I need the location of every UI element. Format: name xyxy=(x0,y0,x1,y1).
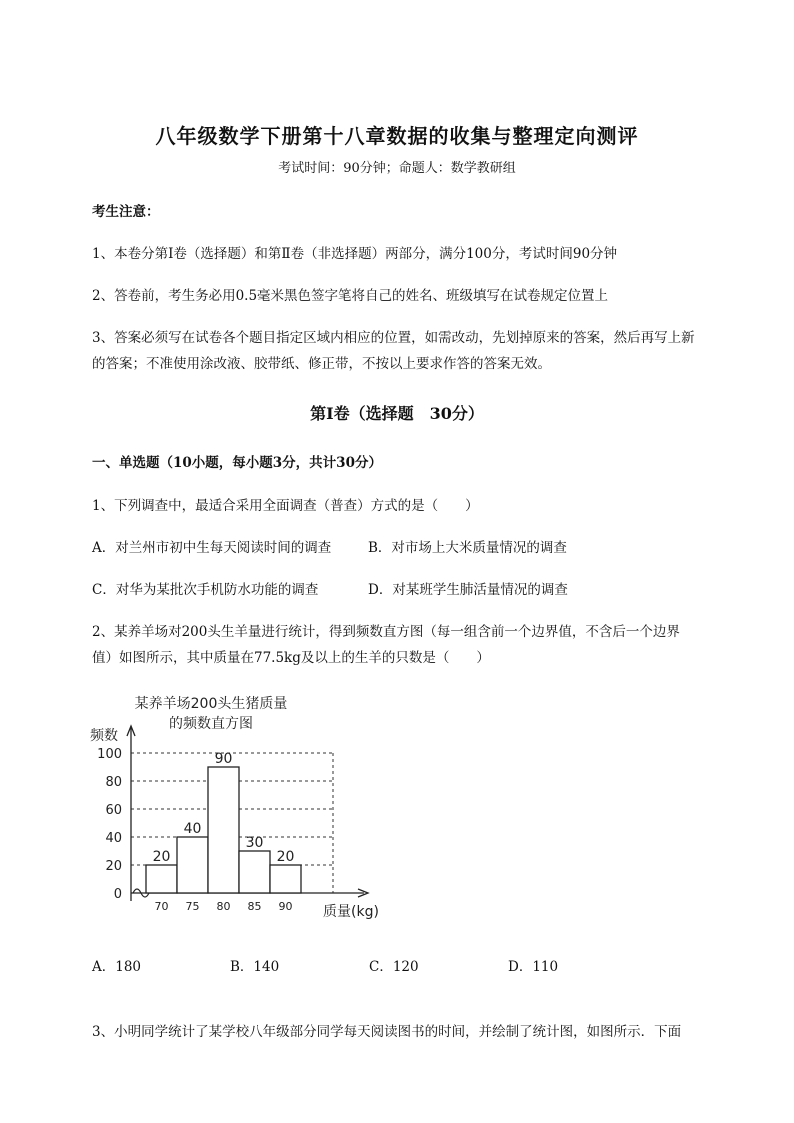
q2-stem-line2: 值）如图所示，其中质量在77.5kg及以上的生羊的只数是（ ） xyxy=(92,650,490,666)
chart-title: 某养羊场200头生猪质量 xyxy=(134,696,288,712)
page-title: 八年级数学下册第十八章数据的收集与整理定向测评 xyxy=(155,124,639,148)
chart-subtitle: 的频数直方图 xyxy=(169,716,253,732)
notice-item-2: 2、答卷前，考生务必用0.5毫米黑色签字笔将自己的姓名、班级填写在试卷规定位置上 xyxy=(92,288,609,304)
q2-option-d: D．110 xyxy=(508,959,559,975)
y-tick-label: 60 xyxy=(105,803,122,818)
y-tick-label: 0 xyxy=(113,887,122,902)
histogram-bar xyxy=(177,837,208,893)
x-tick-label: 90 xyxy=(278,900,293,913)
q2-option-b: B．140 xyxy=(230,959,280,975)
histogram-bar xyxy=(270,865,301,893)
y-tick-label: 20 xyxy=(105,859,122,874)
q2-stem-line1: 2、某养羊场对200头生羊量进行统计，得到频数直方图（每一组含前一个边界值，不含后一个边界 xyxy=(92,624,680,640)
histogram-bar xyxy=(239,851,270,893)
part-heading: 一、单选题（10小题，每小题3分，共计30分） xyxy=(92,455,382,471)
bar-value-label: 40 xyxy=(183,821,202,837)
exam-info: 考试时间：90分钟；命题人：数学教研组 xyxy=(278,161,516,176)
bar-value-label: 30 xyxy=(245,835,264,851)
histogram-bar xyxy=(146,865,177,893)
bar-value-label: 20 xyxy=(276,849,295,865)
notice-heading: 考生注意： xyxy=(92,204,160,220)
histogram-chart xyxy=(86,688,396,923)
q1-option-a: A．对兰州市初中生每天阅读时间的调查 xyxy=(92,540,332,556)
bar-value-label: 20 xyxy=(152,849,171,865)
x-tick-label: 70 xyxy=(154,900,169,913)
y-axis-label: 频数 xyxy=(90,728,118,744)
q1-option-d: D．对某班学生肺活量情况的调查 xyxy=(368,582,568,598)
histogram-bar xyxy=(208,767,239,893)
bar-value-label: 90 xyxy=(214,751,233,767)
x-tick-label: 85 xyxy=(247,900,262,913)
section-title: 第I卷（选择题 30分） xyxy=(310,404,484,423)
x-tick-label: 75 xyxy=(185,900,200,913)
q2-option-a: A．180 xyxy=(92,959,142,975)
x-axis-label: 质量(kg) xyxy=(323,904,379,920)
y-tick-label: 100 xyxy=(97,747,122,762)
q1-stem: 1、下列调查中，最适合采用全面调查（普查）方式的是（ ） xyxy=(92,498,479,514)
notice-item-3-cont: 的答案；不准使用涂改液、胶带纸、修正带，不按以上要求作答的答案无效。 xyxy=(92,356,551,372)
q2-option-c: C．120 xyxy=(369,959,419,975)
y-tick-label: 40 xyxy=(105,831,122,846)
notice-item-1: 1、本卷分第I卷（选择题）和第Ⅱ卷（非选择题）两部分，满分100分，考试时间90分钟 xyxy=(92,246,618,262)
q3-stem-line1: 3、小明同学统计了某学校八年级部分同学每天阅读图书的时间，并绘制了统计图，如图所示．下面 xyxy=(92,1024,682,1040)
q1-option-c: C．对华为某批次手机防水功能的调查 xyxy=(92,582,319,598)
y-tick-label: 80 xyxy=(105,775,122,790)
q1-option-b: B．对市场上大米质量情况的调查 xyxy=(368,540,567,556)
x-tick-label: 80 xyxy=(216,900,231,913)
notice-item-3: 3、答案必须写在试卷各个题目指定区域内相应的位置，如需改动，先划掉原来的答案，然后再写上新 xyxy=(92,330,695,346)
